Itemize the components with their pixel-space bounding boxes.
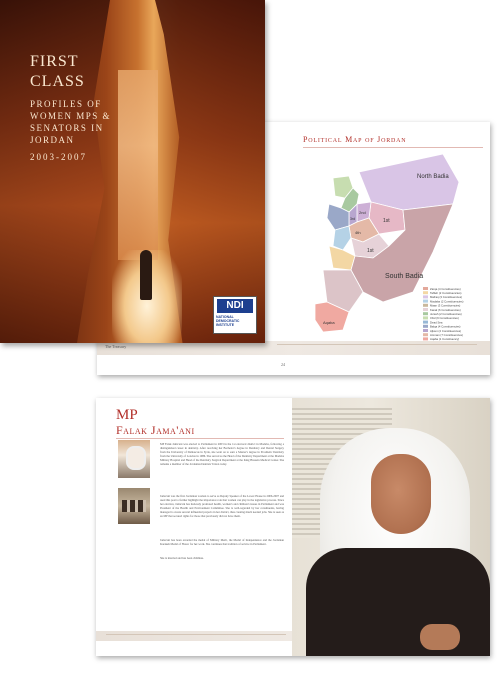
map-label-3rd: 3rd	[350, 217, 356, 221]
legend-swatch	[423, 312, 428, 315]
portrait-thumbnail	[118, 440, 150, 478]
legend-swatch	[423, 325, 428, 328]
legend-swatch	[423, 300, 428, 303]
legend-swatch	[423, 321, 428, 324]
map-label-aqaba: Aqaba	[323, 320, 335, 325]
map-label-north-badia: North Badia	[417, 174, 449, 180]
legend-label: Dead Sea	[430, 320, 443, 325]
photo-face	[371, 454, 431, 534]
cover-treasury-facade	[118, 70, 158, 260]
thumbnail-figures	[122, 500, 146, 512]
photo-dark-jacket	[306, 548, 490, 656]
profile-spread	[96, 398, 490, 656]
map-region-north-badia	[359, 154, 459, 210]
map-label-1st-east: 1st	[383, 218, 390, 224]
profile-paragraph-3: Jama'ani has been awarded the medal of Military Merit, the Medal of Independence and the Jordanian Karakeh Medal of Honor for her work. She continues that tradition of service in Parliament.	[160, 538, 284, 546]
map-label-1st-center: 1st	[367, 248, 374, 254]
profile-text-page	[96, 398, 292, 656]
meeting-thumbnail	[118, 488, 150, 524]
cover-photo-caption: The Treasury	[105, 344, 127, 349]
jordan-map	[293, 142, 489, 342]
photo-hand	[420, 624, 460, 650]
map-label-2nd: 2nd	[359, 210, 366, 215]
legend-label: Zarqa (4 Constituencies)	[430, 286, 461, 291]
profile-footer-line	[106, 634, 286, 635]
legend-label: Karak (6 Constituencies)	[430, 307, 461, 312]
ndi-logo-mark: NDI	[217, 299, 253, 313]
legend-label: Balqa (4 Constituencies)	[430, 324, 461, 329]
legend-label: Tafileh (2 Constituencies)	[430, 291, 462, 295]
legend-label: Madaba (2 Constituencies)	[430, 299, 464, 304]
legend-label: Mafraq (3 Constituencies)	[430, 295, 463, 300]
map-region-madaba	[333, 226, 351, 250]
legend-swatch	[423, 308, 428, 311]
profile-paragraph-1: MP Falak Jama'ani was elected to Parliament in 2003 in the 1st electoral district in Madaba, following a distinguished career in dentistry. After receiving her Bachelor's degree in Dentistry and Dental Surgery from the University of Damascus in Syria, she went on to earn a Master's degree in Prosthetic Dentistry from the University of London in 1986. She served as the Head of the Dentistry Department at the Madaba Military Hospital and Head of the Dentistry Surgical Department at the King Hussein Medical Center. She remains a member of the Jordanian Dentists' Union today.	[160, 442, 284, 466]
cover-person-silhouette	[140, 250, 152, 300]
map-page-number: 24	[281, 362, 285, 367]
map-title: Political Map of Jordan	[303, 135, 407, 144]
cover-years: 2003-2007	[30, 152, 87, 162]
legend-swatch	[423, 291, 428, 294]
map-label-4th: 4th	[355, 230, 361, 235]
legend-label: Amman (7 Constituencies)	[430, 333, 463, 337]
profile-paragraph-4: She is married and has been childless.	[160, 556, 204, 560]
thumbnail-headscarf	[126, 446, 146, 470]
legend-swatch	[423, 333, 428, 336]
legend-label: Irbid (9 Constituencies)	[430, 316, 459, 321]
map-region-karak	[329, 246, 355, 270]
legend-label: Maan (3 Constituencies)	[430, 303, 461, 308]
profile-footer-strip	[96, 631, 292, 641]
legend-swatch	[423, 304, 428, 307]
ndi-logo	[213, 296, 257, 334]
map-page-footer-line	[277, 344, 477, 345]
legend-label: Ajloun (2 Constituencies)	[430, 328, 462, 333]
map-label-south-badia: South Badia	[385, 273, 424, 280]
profile-title-rule	[116, 438, 284, 439]
legend-label: Jerash (2 Constituencies)	[430, 312, 462, 316]
cover-title-block	[30, 52, 120, 162]
legend-swatch	[423, 337, 428, 340]
cover-title: FIRST CLASS	[30, 53, 85, 90]
ndi-logo-text: NATIONAL DEMOCRATIC INSTITUTE	[216, 315, 240, 327]
profile-name: Falak Jama'ani	[116, 423, 195, 437]
book-cover	[0, 0, 265, 343]
profile-portrait-photo	[292, 398, 490, 656]
legend-swatch	[423, 287, 428, 290]
legend-swatch	[423, 316, 428, 319]
legend-label: Aqaba (1 Constituency)	[430, 337, 460, 342]
map-legend	[423, 287, 463, 341]
cover-subtitle: PROFILES OF WOMEN MPS & SENATORS IN JORDAN	[30, 99, 112, 145]
profile-prefix: MP	[116, 407, 138, 423]
legend-swatch	[423, 295, 428, 298]
legend-swatch	[423, 329, 428, 332]
profile-paragraph-2: Jama'ani was the first Jordanian woman to serve as Deputy Speaker of the Lower House in 2006-2007 and used this post to further highlight the importance role that women can play in the legislative process. Since her election, Jama'ani has tirelessly promoted health, women's and children's issues in Parliament and was President of the Health and Environment Committee. She is well-regarded by her constituents, having managed to create several influential projects in her district, thus creating much needed jobs. She is seen as an MP that secured rights for those that previously did not have them.	[160, 494, 284, 518]
